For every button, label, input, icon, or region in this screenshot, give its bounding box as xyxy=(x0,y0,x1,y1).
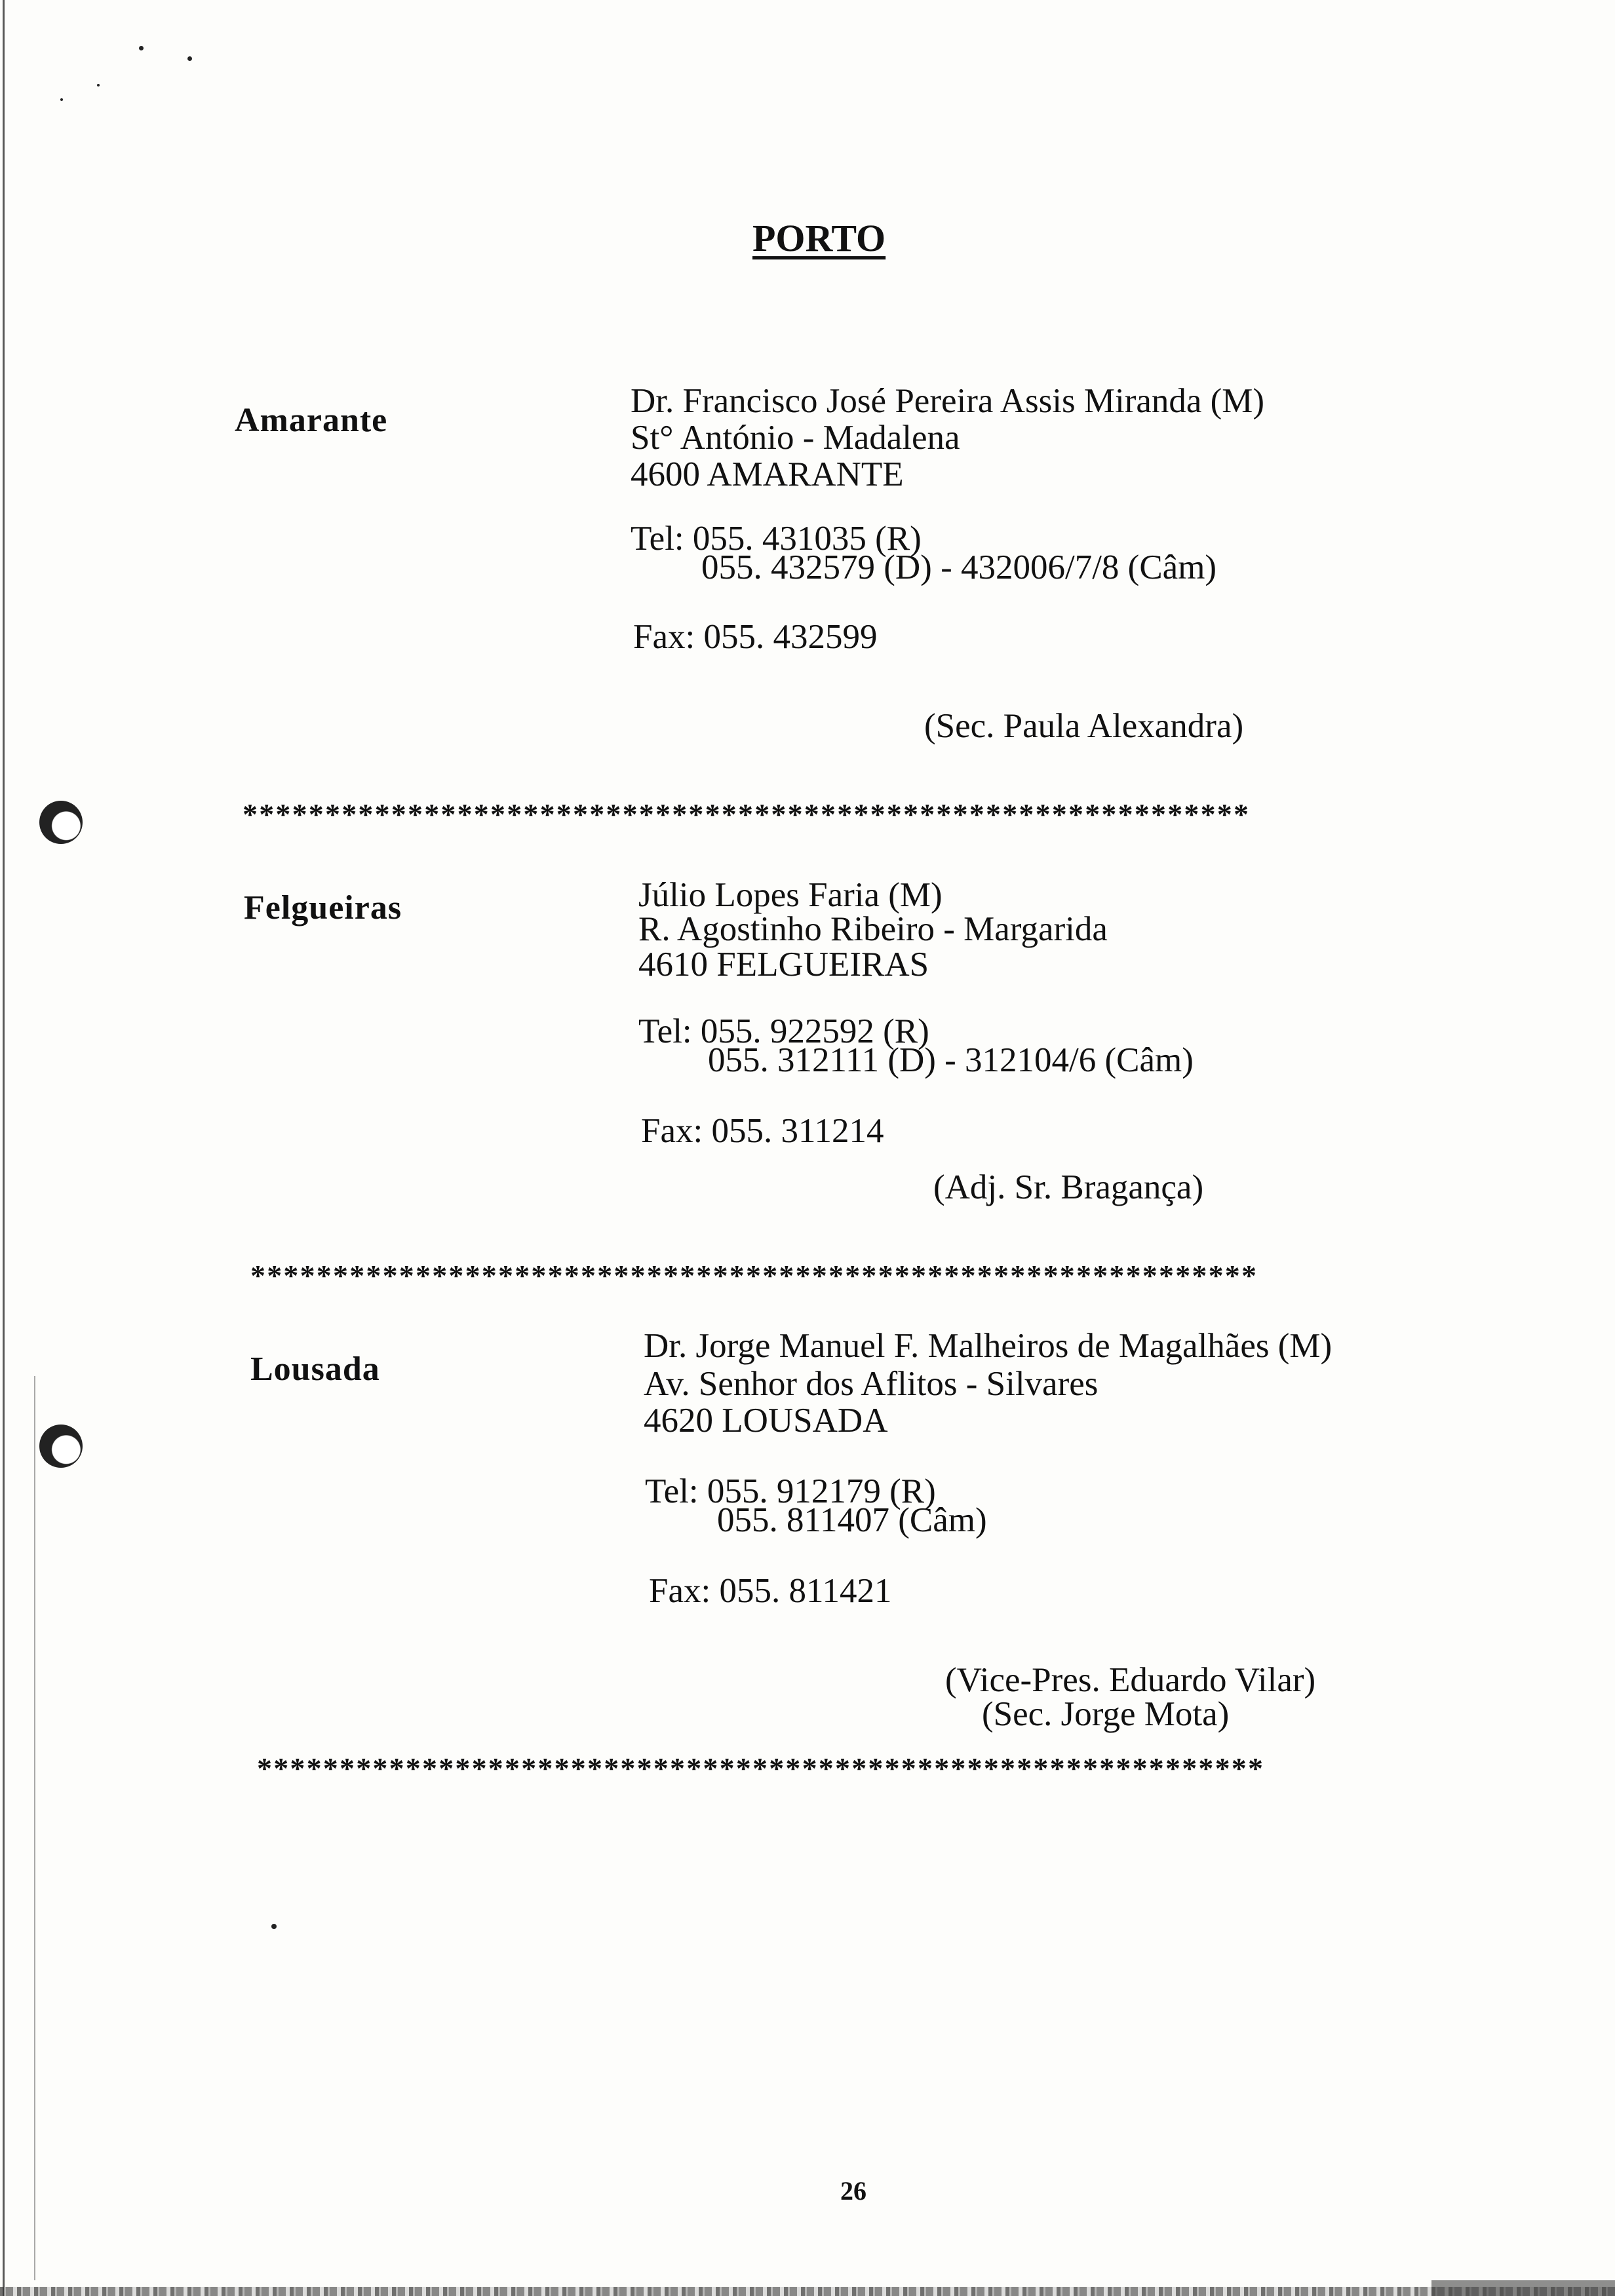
contact-name: Dr. Francisco José Pereira Assis Miranda (M) xyxy=(631,382,1265,420)
punch-hole-icon xyxy=(39,1425,83,1468)
contact-name: Dr. Jorge Manuel F. Malheiros de Magalhães (M) xyxy=(644,1327,1333,1365)
secretary-note: (Sec. Paula Alexandra) xyxy=(924,707,1244,745)
punch-hole-icon xyxy=(39,801,83,844)
separator-line: ************************************************************* xyxy=(250,1259,1258,1292)
phone-line-1: Tel: 055. 922592 (R) xyxy=(638,1012,929,1050)
secretary-note: (Sec. Jorge Mota) xyxy=(982,1695,1230,1733)
contact-address: Av. Senhor dos Aflitos - Silvares xyxy=(644,1365,1099,1403)
contact-name: Júlio Lopes Faria (M) xyxy=(638,876,943,914)
scan-speck xyxy=(187,56,192,61)
scan-speck xyxy=(97,84,100,86)
contact-postal: 4610 FELGUEIRAS xyxy=(638,946,929,984)
contact-postal: 4600 AMARANTE xyxy=(631,455,904,493)
phone-line-2: 055. 432579 (D) - 432006/7/8 (Câm) xyxy=(701,548,1217,586)
scan-speck xyxy=(139,46,144,50)
contact-address: R. Agostinho Ribeiro - Margarida xyxy=(638,910,1108,948)
contact-postal: 4620 LOUSADA xyxy=(644,1402,888,1440)
contact-address: St° António - Madalena xyxy=(631,419,960,457)
phone-line-1: Tel: 055. 912179 (R) xyxy=(645,1472,936,1510)
town-name: Felgueiras xyxy=(244,889,402,927)
fax-line: Fax: 055. 811421 xyxy=(649,1572,892,1610)
vice-president-note: (Vice-Pres. Eduardo Vilar) xyxy=(945,1661,1316,1699)
page-title: PORTO xyxy=(752,217,886,259)
page-number: 26 xyxy=(840,2176,866,2206)
scan-left-edge xyxy=(3,0,5,2296)
phone-line-2: 055. 811407 (Câm) xyxy=(717,1501,987,1539)
scan-bottom-right-edge xyxy=(1431,2280,1615,2296)
town-name: Lousada xyxy=(250,1350,380,1388)
fax-line: Fax: 055. 432599 xyxy=(633,618,878,656)
separator-line: ************************************************************* xyxy=(257,1751,1265,1785)
scan-bottom-edge xyxy=(0,2287,1615,2296)
separator-line: ************************************************************* xyxy=(243,797,1251,831)
scan-speck xyxy=(271,1924,277,1929)
phone-line-2: 055. 312111 (D) - 312104/6 (Câm) xyxy=(708,1041,1194,1079)
scan-left-edge-inner xyxy=(34,1376,35,2280)
fax-line: Fax: 055. 311214 xyxy=(641,1112,884,1150)
phone-line-1: Tel: 055. 431035 (R) xyxy=(631,520,922,558)
assistant-note: (Adj. Sr. Bragança) xyxy=(933,1168,1204,1206)
scan-speck xyxy=(60,98,63,101)
town-name: Amarante xyxy=(235,402,388,439)
